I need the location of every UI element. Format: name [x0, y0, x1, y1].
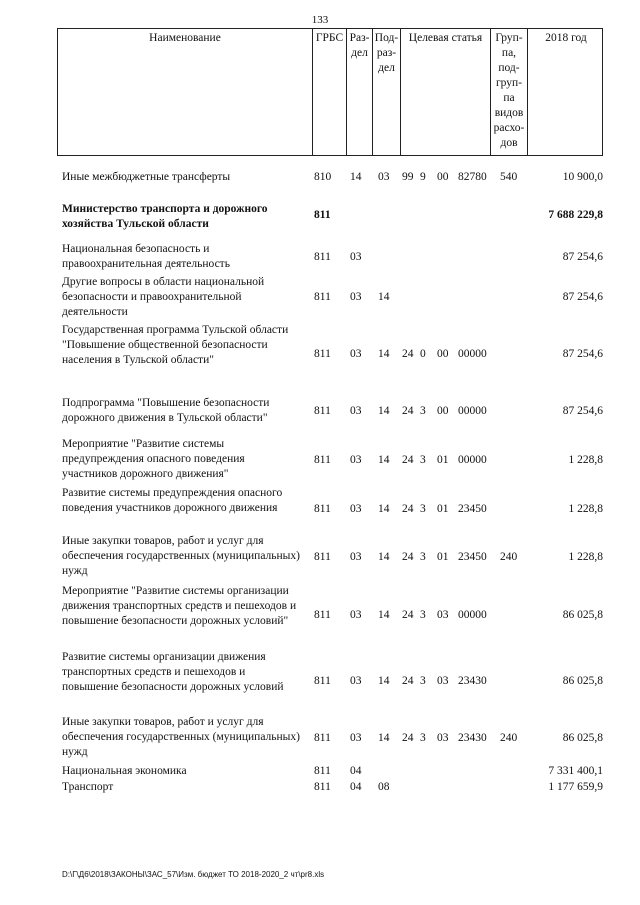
row-razdel: 03 [350, 675, 362, 687]
row-podrazdel: 14 [378, 291, 390, 303]
row-amount: 7 331 400,1 [548, 765, 603, 777]
row-cs-event: 00 [437, 405, 449, 417]
row-cs-subprogram: 3 [420, 732, 426, 744]
row-cs-event: 01 [437, 503, 449, 515]
row-name: Иные закупки товаров, работ и услуг для обеспечения государственных (муниципальных) нужд [62, 535, 300, 577]
row-podrazdel: 14 [378, 454, 390, 466]
row-cs-direction: 23430 [458, 732, 487, 744]
row-grbs: 811 [314, 765, 331, 777]
row-name: Развитие системы предупреждения опасного поведения участников дорожного движения [62, 487, 283, 514]
row-cs-program: 24 [402, 348, 414, 360]
row-name: Иные межбюджетные трансферты [62, 171, 231, 183]
row-razdel: 03 [350, 405, 362, 417]
row-grbs: 811 [314, 209, 331, 221]
row-amount: 1 228,8 [568, 503, 603, 515]
row-cs-program: 24 [402, 454, 414, 466]
row-cs-subprogram: 3 [420, 454, 426, 466]
row-grbs: 811 [314, 503, 331, 515]
row-cs-subprogram: 3 [420, 551, 426, 563]
row-group: 240 [500, 551, 518, 563]
row-cs-program: 24 [402, 503, 414, 515]
row-cs-direction: 23430 [458, 675, 487, 687]
row-podrazdel: 03 [378, 171, 390, 183]
row-grbs: 811 [314, 454, 331, 466]
header-target-article: Целевая статья [401, 29, 491, 155]
row-cs-subprogram: 0 [420, 348, 426, 360]
row-razdel: 03 [350, 503, 362, 515]
row-cs-event: 03 [437, 675, 449, 687]
row-name: Национальная безопасность и правоохранительная деятельность [62, 243, 230, 270]
row-razdel: 04 [350, 765, 362, 777]
header-razdel: Раз- дел [347, 29, 373, 155]
page-number: 133 [311, 14, 329, 26]
row-podrazdel: 14 [378, 732, 390, 744]
file-path-footer: D:\Г\Д6\2018\ЗАКОНЫ\ЗАС_57\Изм. бюджет ТО 2018-2020_2 чт\pr8.xls [62, 870, 325, 879]
row-razdel: 03 [350, 348, 362, 360]
row-podrazdel: 14 [378, 348, 390, 360]
row-amount: 86 025,8 [562, 732, 603, 744]
row-cs-subprogram: 3 [420, 609, 426, 621]
row-cs-event: 03 [437, 732, 449, 744]
row-cs-program: 99 [402, 171, 414, 183]
row-cs-direction: 82780 [458, 171, 487, 183]
row-razdel: 03 [350, 454, 362, 466]
row-name: Государственная программа Тульской области "Повышение общественной безопасности населения в Тульской области" [62, 324, 289, 366]
row-amount: 86 025,8 [562, 609, 603, 621]
row-razdel: 14 [350, 171, 362, 183]
row-razdel: 03 [350, 291, 362, 303]
row-group: 240 [500, 732, 518, 744]
row-cs-subprogram: 3 [420, 503, 426, 515]
row-grbs: 811 [314, 291, 331, 303]
row-cs-subprogram: 9 [420, 171, 426, 183]
row-name: Министерство транспорта и дорожного хозяйства Тульской области [62, 203, 268, 230]
row-amount: 1 228,8 [568, 454, 603, 466]
row-grbs: 810 [314, 171, 332, 183]
row-name: Подпрограмма "Повышение безопасности дорожного движения в Тульской области" [62, 397, 270, 424]
row-amount: 1 177 659,9 [548, 781, 603, 793]
row-amount: 1 228,8 [568, 551, 603, 563]
row-name: Иные закупки товаров, работ и услуг для обеспечения государственных (муниципальных) нужд [62, 716, 300, 758]
row-cs-event: 01 [437, 454, 449, 466]
row-cs-event: 03 [437, 609, 449, 621]
row-cs-program: 24 [402, 732, 414, 744]
row-podrazdel: 14 [378, 609, 390, 621]
row-cs-direction: 23450 [458, 503, 487, 515]
row-amount: 7 688 229,8 [548, 209, 603, 221]
row-cs-direction: 00000 [458, 348, 487, 360]
row-razdel: 03 [350, 609, 362, 621]
row-name: Мероприятие "Развитие системы предупреждения опасного поведения участников дорожного движения" [62, 438, 245, 480]
row-name: Другие вопросы в области национальной безопасности и правоохранительной деятельности [62, 276, 265, 318]
row-podrazdel: 14 [378, 675, 390, 687]
header-expense-group: Груп- па, под- груп- па видов расхо- дов [491, 29, 528, 155]
row-cs-event: 00 [437, 171, 449, 183]
row-cs-subprogram: 3 [420, 405, 426, 417]
row-cs-program: 24 [402, 551, 414, 563]
header-year: 2018 год [545, 32, 587, 44]
row-cs-event: 01 [437, 551, 449, 563]
row-group: 540 [500, 171, 518, 183]
header-grbs: ГРБС [313, 29, 347, 155]
row-cs-program: 24 [402, 405, 414, 417]
table-header [57, 28, 603, 156]
row-grbs: 811 [314, 781, 331, 793]
row-amount: 87 254,6 [562, 291, 603, 303]
row-grbs: 811 [314, 405, 331, 417]
row-grbs: 811 [314, 251, 331, 263]
header-name: Наименование [58, 29, 313, 155]
row-razdel: 04 [350, 781, 362, 793]
row-amount: 86 025,8 [562, 675, 603, 687]
row-podrazdel: 14 [378, 405, 390, 417]
row-grbs: 811 [314, 609, 331, 621]
row-name: Мероприятие "Развитие системы организации движения транспортных средств и пешеходов и повышение безопасности дорожных условий" [62, 585, 297, 627]
row-podrazdel: 14 [378, 551, 390, 563]
row-amount: 10 900,0 [562, 171, 603, 183]
row-grbs: 811 [314, 732, 331, 744]
row-cs-direction: 00000 [458, 405, 487, 417]
row-cs-event: 00 [437, 348, 449, 360]
row-podrazdel: 08 [378, 781, 390, 793]
row-razdel: 03 [350, 251, 362, 263]
row-razdel: 03 [350, 551, 362, 563]
row-podrazdel: 14 [378, 503, 390, 515]
row-grbs: 811 [314, 551, 331, 563]
row-name: Развитие системы организации движения транспортных средств и пешеходов и повышение безопасности дорожных условий [62, 651, 284, 693]
row-cs-program: 24 [402, 609, 414, 621]
row-amount: 87 254,6 [562, 405, 603, 417]
row-name: Транспорт [62, 781, 114, 793]
row-cs-direction: 00000 [458, 454, 487, 466]
row-name: Национальная экономика [62, 765, 187, 777]
header-podrazdel: Под- раз- дел [373, 29, 401, 155]
row-amount: 87 254,6 [562, 251, 603, 263]
row-cs-direction: 23450 [458, 551, 487, 563]
row-grbs: 811 [314, 675, 331, 687]
row-cs-subprogram: 3 [420, 675, 426, 687]
row-grbs: 811 [314, 348, 331, 360]
row-cs-program: 24 [402, 675, 414, 687]
row-razdel: 03 [350, 732, 362, 744]
row-cs-direction: 00000 [458, 609, 487, 621]
row-amount: 87 254,6 [562, 348, 603, 360]
